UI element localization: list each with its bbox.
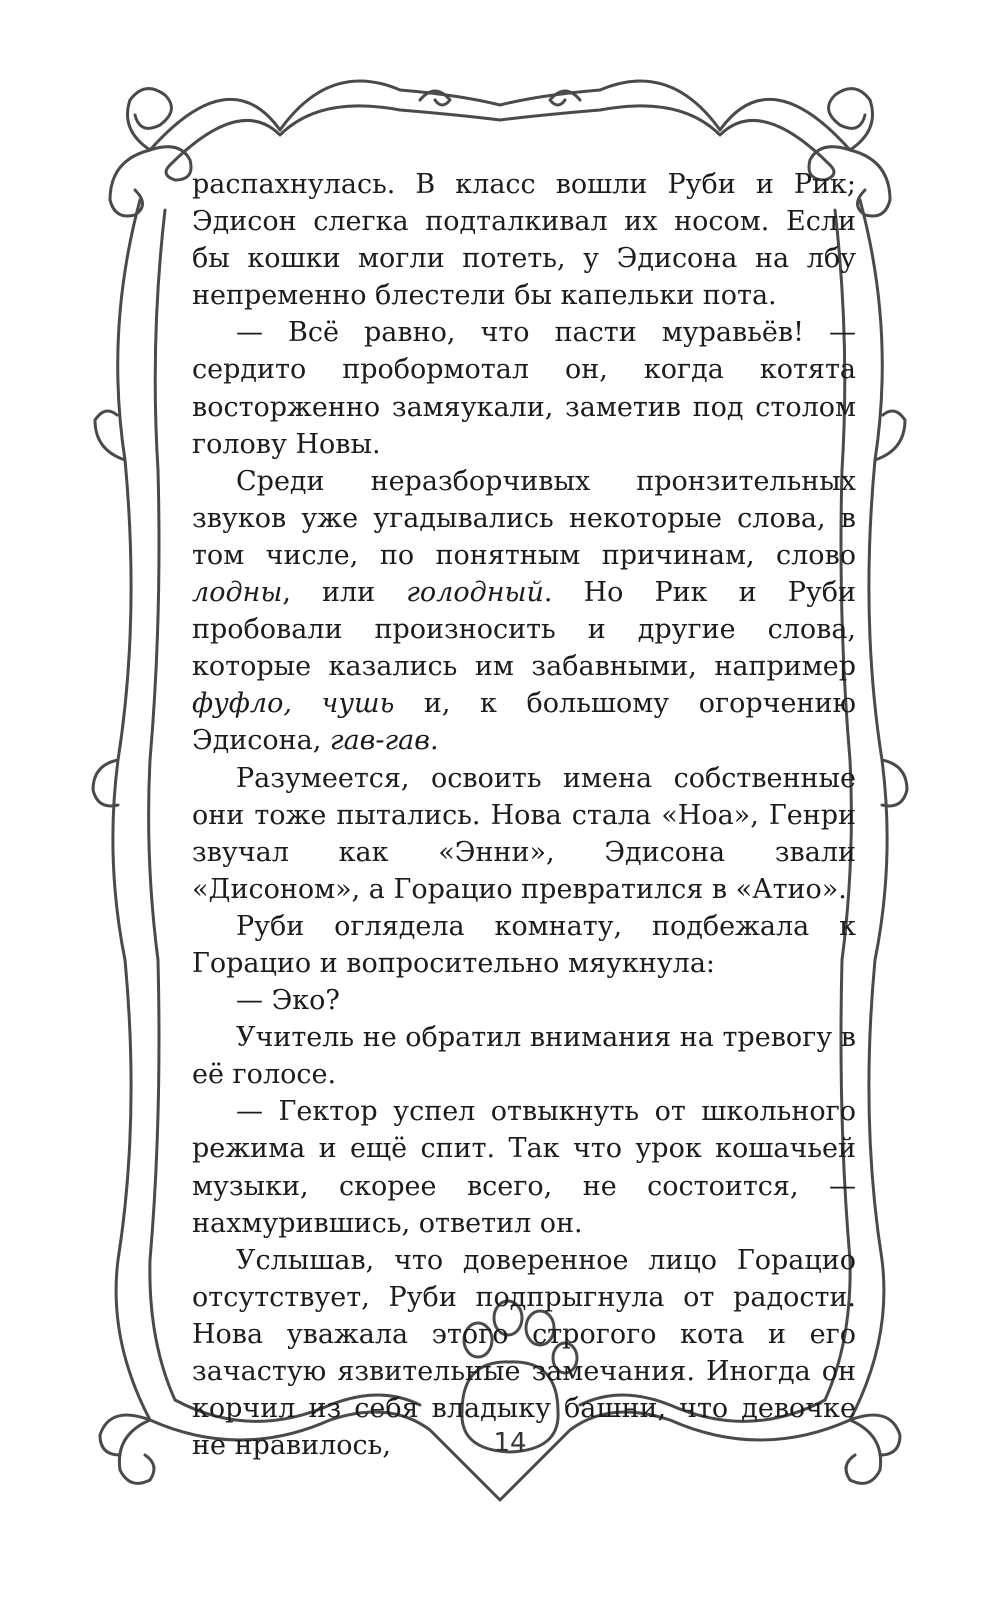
corner-flourish-top-right [829, 89, 873, 150]
page-number: 14 [493, 1428, 527, 1458]
paragraph: — Гектор успел отвыкнуть от школьного режима и ещё спит. Так что урок кошачьей музыки, скорее всего, не состоится, — нахмурившись, ответил он. [192, 1096, 856, 1239]
paragraph: распахнулась. В класс вошли Руби и Рик; Эдисон слегка подталкивал их носом. Если бы кошки могли потеть, у Эдисона на лбу непременно блестели бы капельки пота. [192, 169, 856, 312]
paragraph [192, 463, 856, 760]
corner-flourish-bottom-left [119, 1420, 154, 1483]
frame-left-border [113, 200, 150, 1420]
text-run: и, к большому огорчению Эдисона, [192, 688, 856, 757]
text-run: , или [282, 577, 407, 609]
italic-word: голодный [406, 577, 544, 609]
paragraph: — Всё равно, что пасти муравьёв! — сердито пробормотал он, когда котята восторженно замяукали, заметив под столом голову Новы. [192, 317, 856, 460]
paragraph: Учитель не обратил внимания на тревогу в её голосе. [192, 1022, 856, 1091]
body-text [192, 166, 856, 1464]
paragraph: Услышав, что доверенное лицо Горацио отсутствует, Руби подпрыгнула от радости. Нова уважала этого строгого кота и его зачастую язвительные замечания. Иногда он корчил из себя владыку башни, что девочке не нравилось, [192, 1244, 856, 1462]
paragraph: Руби оглядела комнату, подбежала к Горацио и вопросительно мяукнула: [192, 910, 856, 979]
italic-word: гав-гав. [329, 725, 439, 757]
corner-flourish-top-left [128, 89, 172, 150]
paragraph: Разумеется, освоить имена собственные они тоже пытались. Нова стала «Ноа», Генри звучал как «Энни», Эдисона звали «Дисоном», а Горацио превратился в «Атио». [192, 762, 856, 905]
italic-word: фуфло, чушь [192, 688, 395, 720]
italic-word: лодны [192, 577, 283, 609]
paragraph: — Эко? [236, 985, 340, 1017]
frame-top-border [150, 81, 850, 150]
text-run: . Но Рик и Руби пробовали произносить и другие слова, которые казались им забавными, например [192, 577, 856, 683]
text-run: Среди неразборчивых пронзительных звуков уже угадывались некоторые слова, в том числе, по понятным причинам, слово [192, 465, 856, 571]
